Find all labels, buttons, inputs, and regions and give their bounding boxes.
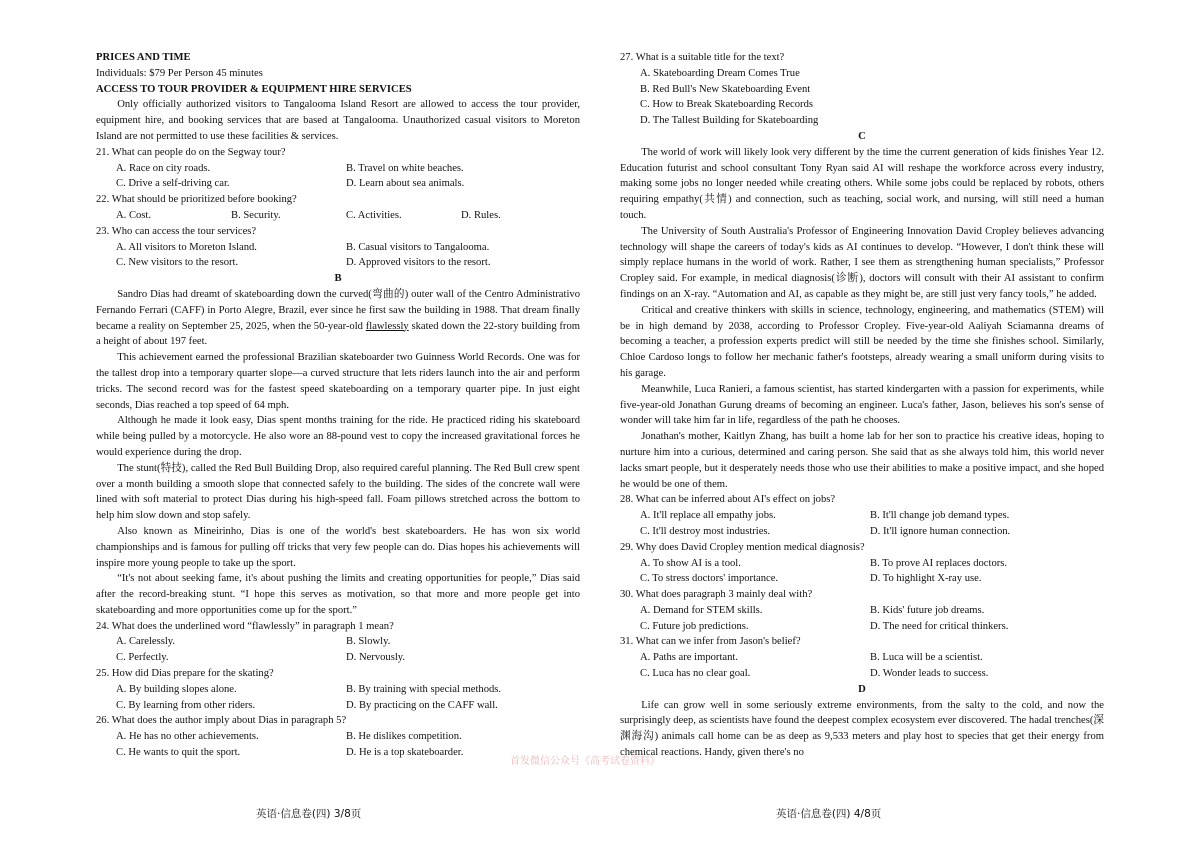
- passage-b-paragraph-6: “It's not about seeking fame, it's about pushing the limits and creating opportunities for people,” Dias said after the record-breaking stunt. “I hope this serves as motivation, so that more and more people get into skateboarding and more opportunities come up for the sport.”: [96, 573, 580, 616]
- passage-b-paragraph-3: Although he made it look easy, Dias spent months training for the ride. He practiced riding his skateboard while being pulled by a motorcycle. He also wore an 88-pound vest to copy the increased gravitational forces he would experience during the drop.: [96, 415, 580, 458]
- passage-b-paragraph-4: The stunt(特技), called the Red Bull Building Drop, also required careful planning. The Red Bull crew spent over a month building a smooth slope that connected safely to the building. The sides of the concrete wall were lined with soft material to protect Dias during his high-speed fall. Foam pillows stretched across the bottom to help him slow down and stop safely.: [96, 462, 580, 522]
- passage-b-paragraph-5: Also known as Mineirinho, Dias is one of the world's best skateboarders. He has won six world championships and is famous for pulling off tricks that very few people can do. Dias hopes his achievements will inspire more young people to take up the sport.: [96, 525, 580, 569]
- option-c: C. New visitors to the resort.: [116, 257, 239, 269]
- question-stem: 31. What can we infer from Jason's belief?: [620, 636, 801, 648]
- question-22: [96, 192, 580, 224]
- option-d: D. Approved visitors to the resort.: [346, 257, 491, 269]
- question-stem: 24. What does the underlined word “flawlessly” in paragraph 1 mean?: [96, 620, 394, 632]
- option-c: C. Future job predictions.: [640, 620, 749, 632]
- option-a: A. Skateboarding Dream Comes True: [640, 67, 800, 79]
- section-c-heading: C: [858, 130, 866, 142]
- option-d: D. Learn about sea animals.: [346, 178, 465, 190]
- option-b: B. Red Bull's New Skateboarding Event: [640, 83, 811, 95]
- option-a: A. All visitors to Moreton Island.: [116, 241, 257, 253]
- passage-d-paragraph-1: Life can grow well in some seriously extreme environments, from the salty to the cold, and now the surprisingly deep, as scientists have found the deepest complex ecosystem ever discovered. The hadal trenches(深渊海沟) animals call home can be as deep as 9,533 meters and play host to species that get their energy from chemical reactions. Handy, given there's no: [620, 699, 1104, 759]
- option-c: C. To stress doctors' importance.: [640, 573, 779, 585]
- prices-line: Individuals: $79 Per Person 45 minutes: [96, 67, 263, 79]
- question-31: [620, 634, 1104, 681]
- underlined-word: flawlessly: [365, 320, 409, 332]
- option-d: D. Rules.: [461, 209, 501, 221]
- question-stem: 29. Why does David Cropley mention medical diagnosis?: [620, 541, 865, 553]
- question-24: [96, 619, 580, 666]
- question-23: [96, 224, 580, 271]
- option-a: A. He has no other achievements.: [116, 731, 259, 743]
- question-stem: 21. What can people do on the Segway tour?: [96, 146, 286, 158]
- option-b: B. Kids' future job dreams.: [870, 604, 985, 616]
- option-d: D. Nervously.: [346, 652, 406, 664]
- question-stem: 28. What can be inferred about AI's effect on jobs?: [620, 494, 836, 506]
- option-a: A. It'll replace all empathy jobs.: [640, 510, 776, 522]
- question-27: [620, 50, 1104, 129]
- option-b: B. Casual visitors to Tangalooma.: [346, 241, 490, 253]
- option-a: A. To show AI is a tool.: [640, 557, 741, 569]
- option-a: A. Race on city roads.: [116, 162, 211, 174]
- right-page-column: [620, 50, 1104, 761]
- option-c: C. By learning from other riders.: [116, 699, 256, 711]
- question-29: [620, 540, 1104, 587]
- question-25: [96, 666, 580, 713]
- option-b: B. He dislikes competition.: [346, 731, 462, 743]
- option-a: A. Cost.: [116, 209, 152, 221]
- page-footer-right: 英语·信息卷(四) 4/8页: [776, 808, 882, 820]
- option-c: C. It'll destroy most industries.: [640, 525, 771, 537]
- passage-c-paragraph-3: Critical and creative thinkers with skills in science, technology, engineering, and mathematics (STEM) will be in high demand by 2038, according to Professor Cropley. Five-year-old Aaliyah Sciamanna dreams of becoming a teacher, a profession experts predict will still be needed by the time she finishes school. Similarly, Chloe Cardoso longs to follow her mechanic father's footsteps, already wearing a small uniform during visits to his garage.: [620, 304, 1104, 379]
- option-b: B. By training with special methods.: [346, 683, 502, 695]
- text-span: skated down the 22-story building from a height of about 197 feet.: [96, 320, 581, 348]
- text-span: Sandro Dias had dreamt of skateboarding down the curved(弯曲的) outer wall of the Centro Administrativo Fernando Ferrari (CAFF) in Porto Alegre, Brazil, ever since he first saw the building in 1988. That dream finally became a reality on September 25, 2025, when the 50-year-old: [96, 288, 580, 332]
- option-c: C. Luca has no clear goal.: [640, 668, 751, 680]
- passage-b-paragraph-1: [96, 287, 580, 350]
- option-b: B. Luca will be a scientist.: [870, 652, 983, 664]
- option-b: B. It'll change job demand types.: [870, 510, 1010, 522]
- option-d: D. He is a top skateboarder.: [346, 747, 464, 759]
- passage-c-paragraph-5: Jonathan's mother, Kaitlyn Zhang, has built a home lab for her son to practice his creative ideas, hoping to nurture him into a curious, determined and caring person. She said that as she always told him, this world never lacks smart people, but it desperately needs those who use their abilities to make a positive impact, and she hoped he would be one of them.: [620, 431, 1104, 490]
- option-b: B. Slowly.: [346, 636, 391, 648]
- passage-c-paragraph-1: The world of work will likely look very different by the time the current generation of kids finishes Year 12. Education futurist and school consultant Tony Ryan said AI will reshape the workforce across every industry, making some jobs no longer needed while creating others. While some jobs could be replaced by robots, others requiring empathy(共情) and connection, such as teaching, social work, and nursing, will still need a human touch.: [620, 146, 1104, 221]
- access-title: ACCESS TO TOUR PROVIDER & EQUIPMENT HIRE SERVICES: [96, 83, 412, 95]
- option-b: B. Security.: [231, 209, 281, 221]
- option-d: D. It'll ignore human connection.: [870, 525, 1011, 537]
- section-d-heading: D: [858, 683, 866, 695]
- page-footer-left: 英语·信息卷(四) 3/8页: [256, 808, 362, 820]
- option-d: D. The need for critical thinkers.: [870, 620, 1009, 632]
- option-c: C. He wants to quit the sport.: [116, 747, 241, 759]
- option-a: A. Carelessly.: [116, 636, 176, 648]
- question-30: [620, 587, 1104, 634]
- question-26: [96, 713, 580, 760]
- question-21: [96, 145, 580, 192]
- option-d: D. Wonder leads to success.: [870, 668, 989, 680]
- option-b: B. To prove AI replaces doctors.: [870, 557, 1008, 569]
- option-c: C. Perfectly.: [116, 652, 169, 664]
- option-b: B. Travel on white beaches.: [346, 162, 464, 174]
- option-c: C. Activities.: [346, 209, 402, 221]
- question-stem: 25. How did Dias prepare for the skating?: [96, 668, 274, 680]
- question-28: [620, 492, 1104, 539]
- option-d: D. The Tallest Building for Skateboarding: [640, 115, 819, 127]
- access-paragraph: Only officially authorized visitors to Tangalooma Island Resort are allowed to access the tour provider, equipment hire, and booking services that are based at Tangalooma. Unauthorized casual visitors to Moreton Island are not permitted to use these facilities & services.: [96, 99, 580, 142]
- option-d: D. To highlight X-ray use.: [870, 573, 982, 585]
- option-c: C. How to Break Skateboarding Records: [640, 99, 813, 111]
- option-a: A. Paths are important.: [640, 652, 738, 664]
- option-a: A. Demand for STEM skills.: [640, 604, 763, 616]
- question-stem: 27. What is a suitable title for the text?: [620, 52, 785, 63]
- question-stem: 26. What does the author imply about Dias in paragraph 5?: [96, 715, 347, 727]
- option-d: D. By practicing on the CAFF wall.: [346, 699, 498, 711]
- passage-b-paragraph-2: This achievement earned the professional Brazilian skateboarder two Guinness World Records. One was for the tallest drop into a temporary quarter slope—a curved structure that lets riders launch into the air and perform tricks. The second record was for the fastest speed skateboarding on a temporary quarter pipe. In just eight seconds, Dias reached a top speed of 64 mph.: [96, 352, 580, 411]
- passage-c-paragraph-2: The University of South Australia's Professor of Engineering Innovation David Cropley believes advancing technology will shape the careers of today's kids as AI continues to develop. “However, I don't think these will simply replace humans in the world of work. Rather, I see them as strengthening human specialists,” Professor Cropley said. For example, in medical diagnosis(诊断), doctors will consult with their AI assistant to confirm findings on an X-ray. “Automation and AI, as capable as they might be, are still just very fancy tools,” he added.: [620, 225, 1104, 300]
- prices-title: PRICES AND TIME: [96, 52, 191, 63]
- watermark: 首发微信公众号《高考试卷资料》: [510, 756, 660, 767]
- section-b-heading: B: [334, 273, 342, 285]
- option-a: A. By building slopes alone.: [116, 683, 237, 695]
- left-page-column: [96, 50, 580, 761]
- question-stem: 22. What should be prioritized before booking?: [96, 194, 297, 206]
- question-stem: 23. Who can access the tour services?: [96, 225, 257, 237]
- passage-c-paragraph-4: Meanwhile, Luca Ranieri, a famous scientist, has started kindergarten with a passion for experiments, while five-year-old Jonathan Gurung dreams of becoming an engineer. Luca's father, Jason, believes his son's sense of wonder will take him far in life, regardless of the path he chooses.: [620, 383, 1104, 427]
- option-c: C. Drive a self-driving car.: [116, 178, 230, 190]
- question-stem: 30. What does paragraph 3 mainly deal with?: [620, 589, 813, 601]
